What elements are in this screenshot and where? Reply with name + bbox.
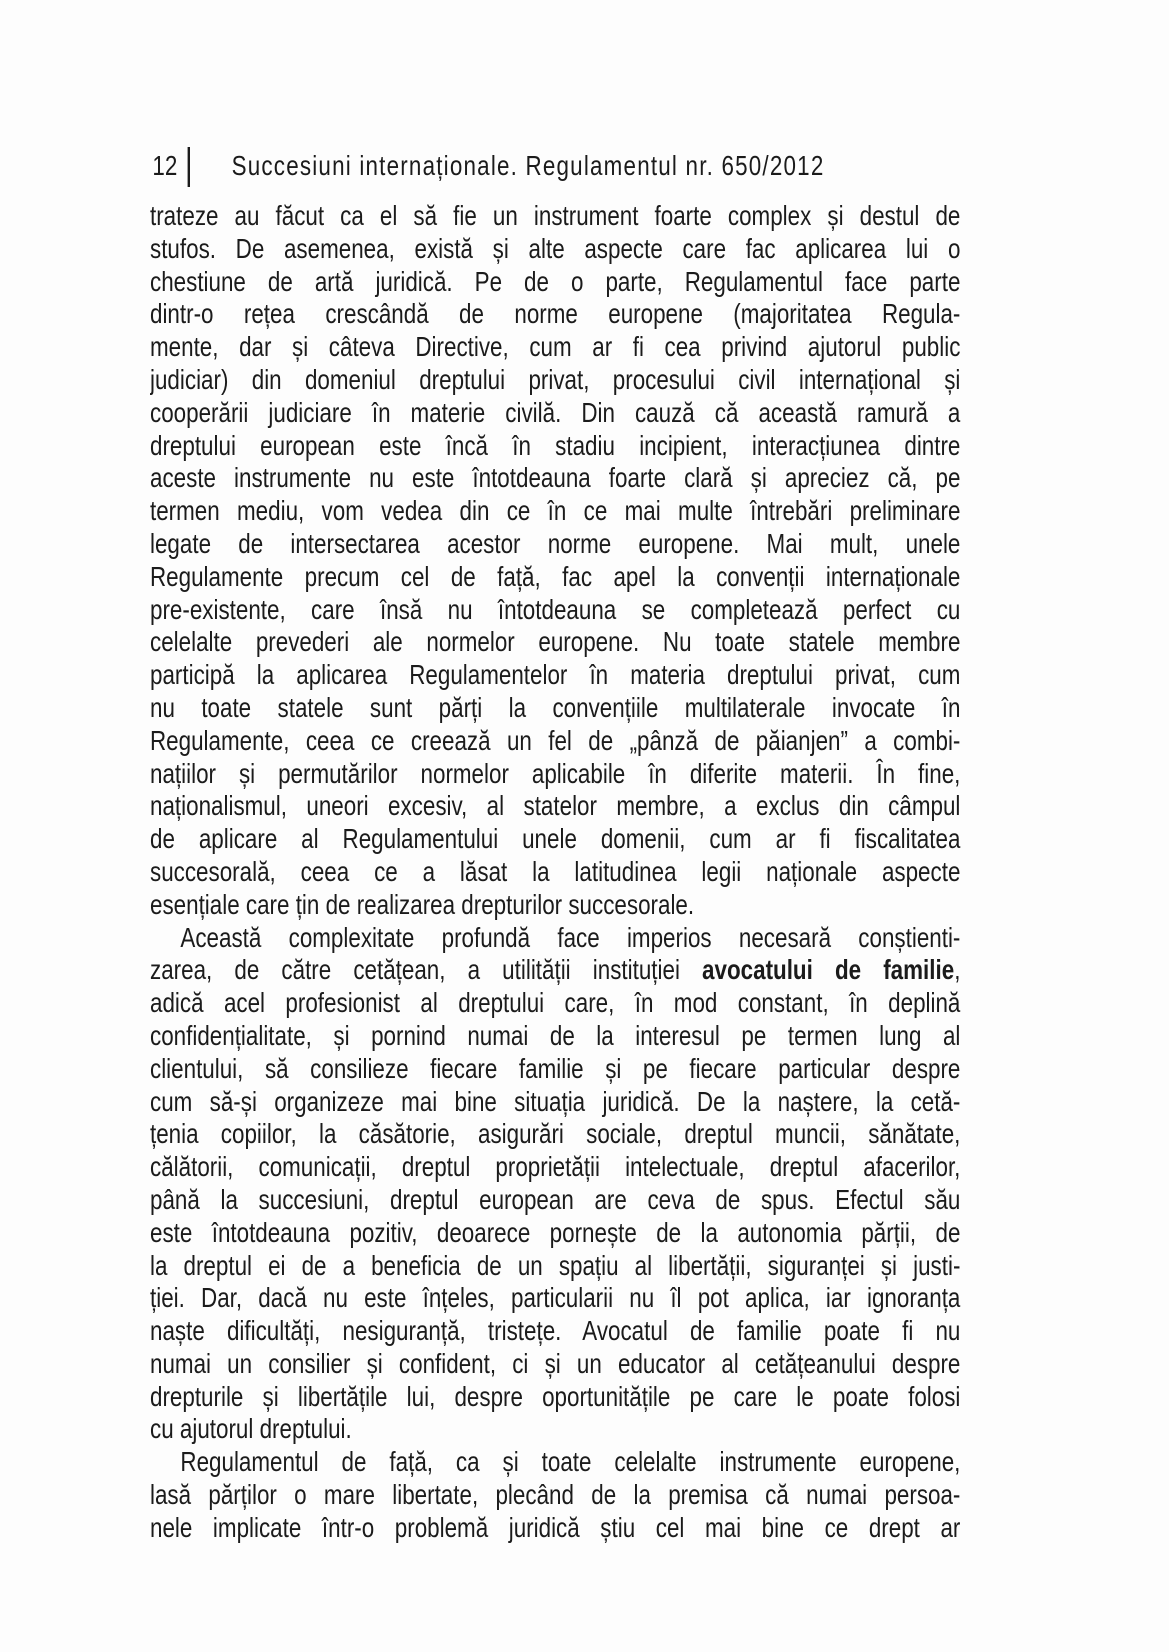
page-content [150, 148, 961, 1543]
text-segment: , [954, 954, 961, 986]
text-line: Această complexitate profundă face imperios necesară conștienti- [180, 921, 961, 953]
text-line: Regulamente, ceea ce creează un fel de „pânză de păianjen” a combi- [150, 724, 961, 756]
text-line: cum să-și organizeze mai bine situația juridică. De la naștere, la cetă- [150, 1085, 961, 1117]
text-line: termen mediu, vom vedea din ce în ce mai multe întrebări preliminare [150, 495, 961, 527]
text-line: dintr-o rețea crescândă de norme europene (majoritatea Regula- [150, 298, 961, 330]
text-line: națiilor și permutărilor normelor aplicabile în diferite materii. În fine, [150, 757, 961, 789]
running-title: Succesiuni internaționale. Regulamentul nr. 650/2012 [231, 150, 825, 181]
text-line: nele implicate într-o problemă juridică știu cel mai bine ce drept ar [150, 1511, 961, 1543]
text-line: pre-existente, care însă nu întotdeauna se completează perfect cu [150, 593, 961, 625]
text-line: chestiune de artă juridică. Pe de o parte, Regulamentul face parte [150, 265, 961, 297]
header-divider [188, 147, 190, 187]
text-line: legate de intersectarea acestor norme europene. Mai mult, unele [150, 527, 961, 559]
text-line: adică acel profesionist al dreptului care, în mod constant, în deplină [150, 987, 961, 1019]
text-line: naște dificultăți, nesiguranță, tristețe. Avocatul de familie poate fi nu [150, 1315, 961, 1347]
text-line: succesorală, ceea ce a lăsat la latitudinea legii naționale aspecte [150, 855, 961, 887]
page-header [150, 148, 960, 188]
text-line: este întotdeauna pozitiv, deoarece pornește de la autonomia părții, de [150, 1216, 961, 1248]
text-line: ției. Dar, dacă nu este înțeles, particularii nu îl pot aplica, iar ignoranța [150, 1282, 961, 1314]
text-line: la dreptul ei de a beneficia de un spațiu al libertății, siguranței și justi- [150, 1249, 961, 1281]
text-line: esențiale care țin de realizarea drepturilor succesorale. [150, 888, 695, 920]
text-line: cooperării judiciare în materie civilă. Din cauză că această ramură a [150, 396, 961, 428]
text-line: călătorii, comunicații, dreptul proprietății intelectuale, dreptul afacerilor, [150, 1151, 961, 1183]
text-line: naționalismul, uneori excesiv, al statelor membre, a exclus din câmpul [150, 790, 961, 822]
text-line: celelalte prevederi ale normelor europene. Nu toate statele membre [150, 626, 961, 658]
text-line: dreptului european este încă în stadiu incipient, interacțiunea dintre [150, 429, 961, 461]
bold-term: avocatului de familie [702, 954, 955, 986]
text-line: trateze au făcut ca el să fie un instrument foarte complex și destul de [150, 200, 961, 231]
text-line: cu ajutorul dreptului. [150, 1413, 352, 1445]
text-line: clientului, să consilieze fiecare familie și pe fiecare particular despre [150, 1052, 961, 1084]
text-line: Regulamente precum cel de față, fac apel la convenții internaționale [150, 560, 961, 592]
text-line: participă la aplicarea Regulamentelor în materia dreptului privat, cum [150, 659, 961, 691]
text-line: Regulamentul de față, ca și toate celelalte instrumente europene, [180, 1446, 961, 1478]
paragraph [150, 200, 960, 922]
text-line: până la succesiuni, dreptul european are ceva de spus. Efectul său [150, 1183, 961, 1215]
text-line: mente, dar și câteva Directive, cum ar fi cea privind ajutorul public [150, 331, 961, 363]
text-line: numai un consilier și confident, ci și un educator al cetățeanului despre [150, 1347, 961, 1379]
text-line: țenia copiilor, la căsătorie, asigurări sociale, dreptul muncii, sănătate, [150, 1118, 961, 1150]
text-line [150, 954, 960, 987]
page-number: 12 [152, 150, 178, 181]
text-line: nu toate statele sunt părți la convențiile multilaterale invocate în [150, 691, 961, 723]
paragraph [150, 922, 960, 1447]
text-line: stufos. De asemenea, există și alte aspecte care fac aplicarea lui o [150, 232, 961, 264]
body-text [150, 200, 960, 1545]
text-line: aceste instrumente nu este întotdeauna foarte clară și apreciez că, pe [150, 462, 961, 494]
text-line: confidențialitate, și pornind numai de la interesul pe termen lung al [150, 1019, 961, 1051]
text-line: drepturile și libertățile lui, despre oportunitățile pe care le poate folosi [150, 1380, 961, 1412]
text-line: de aplicare al Regulamentului unele domenii, cum ar fi fiscalitatea [150, 823, 961, 855]
text-line: lasă părților o mare libertate, plecând de la premisa că numai persoa- [150, 1479, 961, 1511]
text-line: judiciar) din domeniul dreptului privat, procesului civil internațional și [150, 363, 961, 395]
text-segment: zarea, de către cetățean, a utilității instituției [150, 954, 703, 986]
paragraph [150, 1446, 960, 1544]
